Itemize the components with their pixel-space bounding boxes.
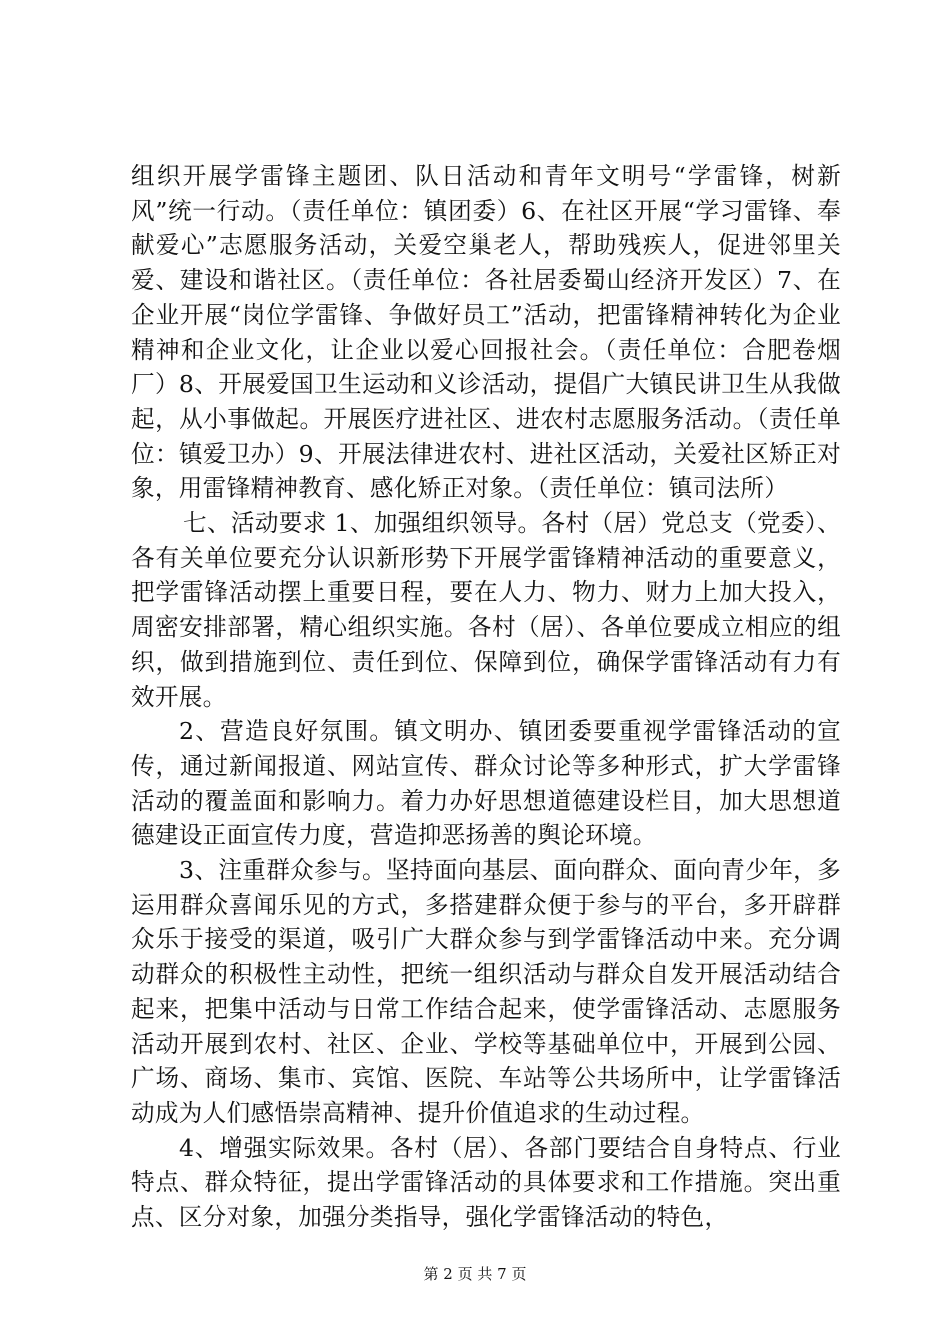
page-footer: 第 2 页 共 7 页 — [423, 1265, 527, 1283]
paragraph-atmosphere: 2、营造良好氛围。镇文明办、镇团委要重视学雷锋活动的宣传，通过新闻报道、网站宣传、群众讨论等多种形式，扩大学雷锋活动的覆盖面和影响力。着力办好思想道德建设栏目，加大思想道德建设正面宣传力度，营造抑恶扬善的舆论环境。 — [131, 717, 841, 850]
paragraph-practical-effect: 4、增强实际效果。各村（居）、各部门要结合自身特点、行业特点、群众特征，提出学雷锋活动的具体要求和工作措施。突出重点、区分对象，加强分类指导，强化学雷锋活动的特色， — [131, 1133, 841, 1232]
paragraph-continued-activities: 组织开展学雷锋主题团、队日活动和青年文明号“学雷锋，树新风”统一行动。（责任单位：镇团委）6、在社区开展“学习雷锋、奉献爱心”志愿服务活动，关爱空巢老人，帮助残疾人，促进邻里关爱、建设和谐社区。（责任单位：各社居委蜀山经济开发区）7、在企业开展“岗位学雷锋、争做好员工”活动，把雷锋精神转化为企业精神和企业文化，让企业以爱心回报社会。（责任单位：合肥卷烟厂）8、开展爱国卫生运动和义诊活动，提倡广大镇民讲卫生从我做起，从小事做起。开展医疗进社区、进农村志愿服务活动。（责任单位：镇爱卫办）9、开展法律进农村、进社区活动，关爱社区矫正对象，用雷锋精神教育、感化矫正对象。（责任单位：镇司法所） — [131, 162, 841, 503]
paragraph-activity-requirements: 七、活动要求 1、加强组织领导。各村（居）党总支（党委）、各有关单位要充分认识新形势下开展学雷锋精神活动的重要意义，把学雷锋活动摆上重要日程，要在人力、物力、财力上加大投入，周密安排部署，精心组织实施。各村（居）、各单位要成立相应的组织，做到措施到位、责任到位、保障到位，确保学雷锋活动有力有效开展。 — [131, 509, 841, 711]
document-body — [131, 159, 841, 1235]
paragraph-public-participation: 3、注重群众参与。坚持面向基层、面向群众、面向青少年，多运用群众喜闻乐见的方式，多搭建群众便于参与的平台，多开辟群众乐于接受的渠道，吸引广大群众参与到学雷锋活动中来。充分调动群众的积极性主动性，把统一组织活动与群众自发开展活动结合起来，把集中活动与日常工作结合起来，使学雷锋活动、志愿服务活动开展到农村、社区、企业、学校等基础单位中，开展到公园、广场、商场、集市、宾馆、医院、车站等公共场所中，让学雷锋活动成为人们感悟崇高精神、提升价值追求的生动过程。 — [131, 856, 841, 1127]
